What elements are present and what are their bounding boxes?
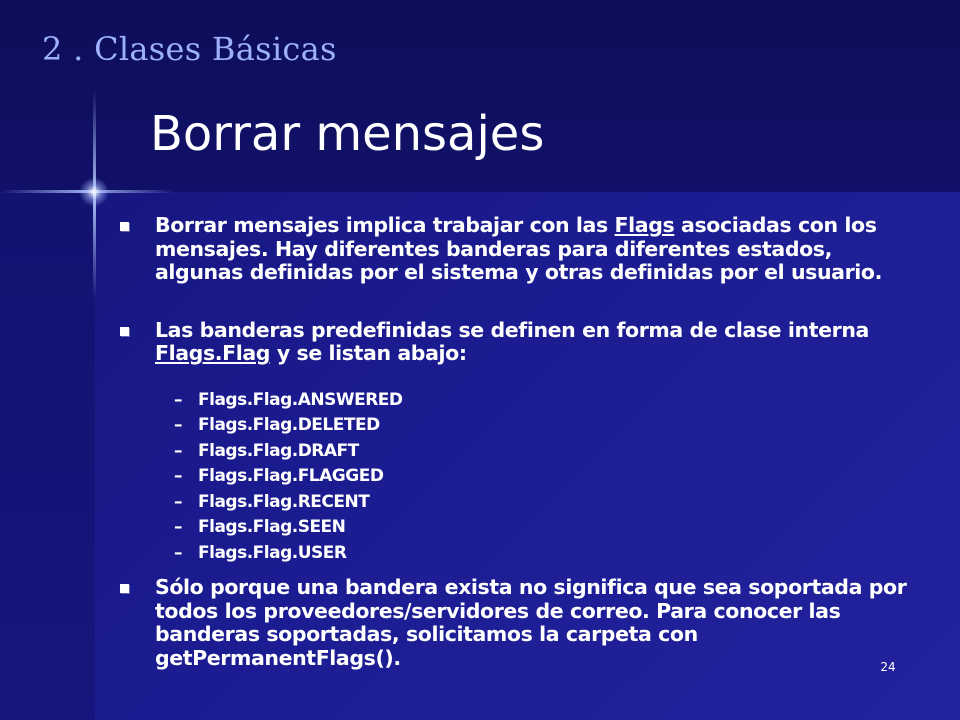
- bullet-item: [118, 319, 918, 366]
- slide-title: Borrar mensajes: [150, 106, 545, 162]
- flag-list-item: [174, 439, 918, 465]
- header-band: [0, 0, 960, 192]
- dash-marker: –: [174, 466, 182, 486]
- left-band: [0, 192, 95, 720]
- bullet-text: Las banderas predefinidas se definen en forma de clase interna: [155, 317, 869, 342]
- bullet-square-icon: [120, 584, 129, 593]
- bullet-square-icon: [120, 222, 129, 231]
- flag-list-item: [174, 388, 918, 414]
- flag-name: Flags.Flag.DRAFT: [198, 440, 359, 461]
- flag-list: [174, 388, 918, 567]
- flags-link[interactable]: Flags: [614, 213, 675, 237]
- bullet-text: Borrar mensajes implica trabajar con las: [155, 213, 615, 237]
- flag-name: Flags.Flag.ANSWERED: [198, 389, 403, 410]
- bullet-text: y se listan abajo:: [270, 341, 467, 365]
- bullet-text: Sólo porque una bandera exista no significa que sea soportada por todos los proveedores/servidores de correo. Para conocer las banderas soportadas, solicitamos la carpeta con getPermanentFlags().: [155, 575, 907, 670]
- bullet-item: [118, 214, 918, 285]
- dash-marker: –: [174, 491, 182, 512]
- flag-list-item: [174, 490, 918, 516]
- flags-flag-link[interactable]: Flags.Flag: [155, 341, 271, 365]
- dash-marker: –: [174, 415, 182, 435]
- bullet-text: asociadas con los mensajes. Hay diferentes banderas para diferentes estados, algunas definidas por el sistema y otras definidas por el usuario.: [155, 213, 882, 284]
- dash-marker: –: [174, 517, 182, 537]
- flag-name: Flags.Flag.SEEN: [198, 517, 346, 537]
- flag-name: Flags.Flag.FLAGGED: [198, 466, 384, 486]
- page-number: 24: [880, 660, 896, 674]
- slide-content: [118, 214, 918, 670]
- flag-list-item: [174, 464, 918, 490]
- flag-list-item: [174, 515, 918, 541]
- flag-name: Flags.Flag.DELETED: [198, 415, 380, 435]
- flag-list-item: [174, 541, 918, 567]
- bullet-square-icon: [120, 327, 129, 336]
- flag-list-item: [174, 413, 918, 439]
- dash-marker: –: [174, 389, 182, 410]
- dash-marker: –: [174, 440, 182, 461]
- flag-name: Flags.Flag.RECENT: [198, 491, 370, 512]
- section-title: 2 . Clases Básicas: [42, 30, 337, 68]
- dash-marker: –: [174, 542, 182, 563]
- star-flare-icon: [79, 177, 109, 207]
- flag-name: Flags.Flag.USER: [198, 542, 347, 563]
- bullet-item: [118, 576, 918, 670]
